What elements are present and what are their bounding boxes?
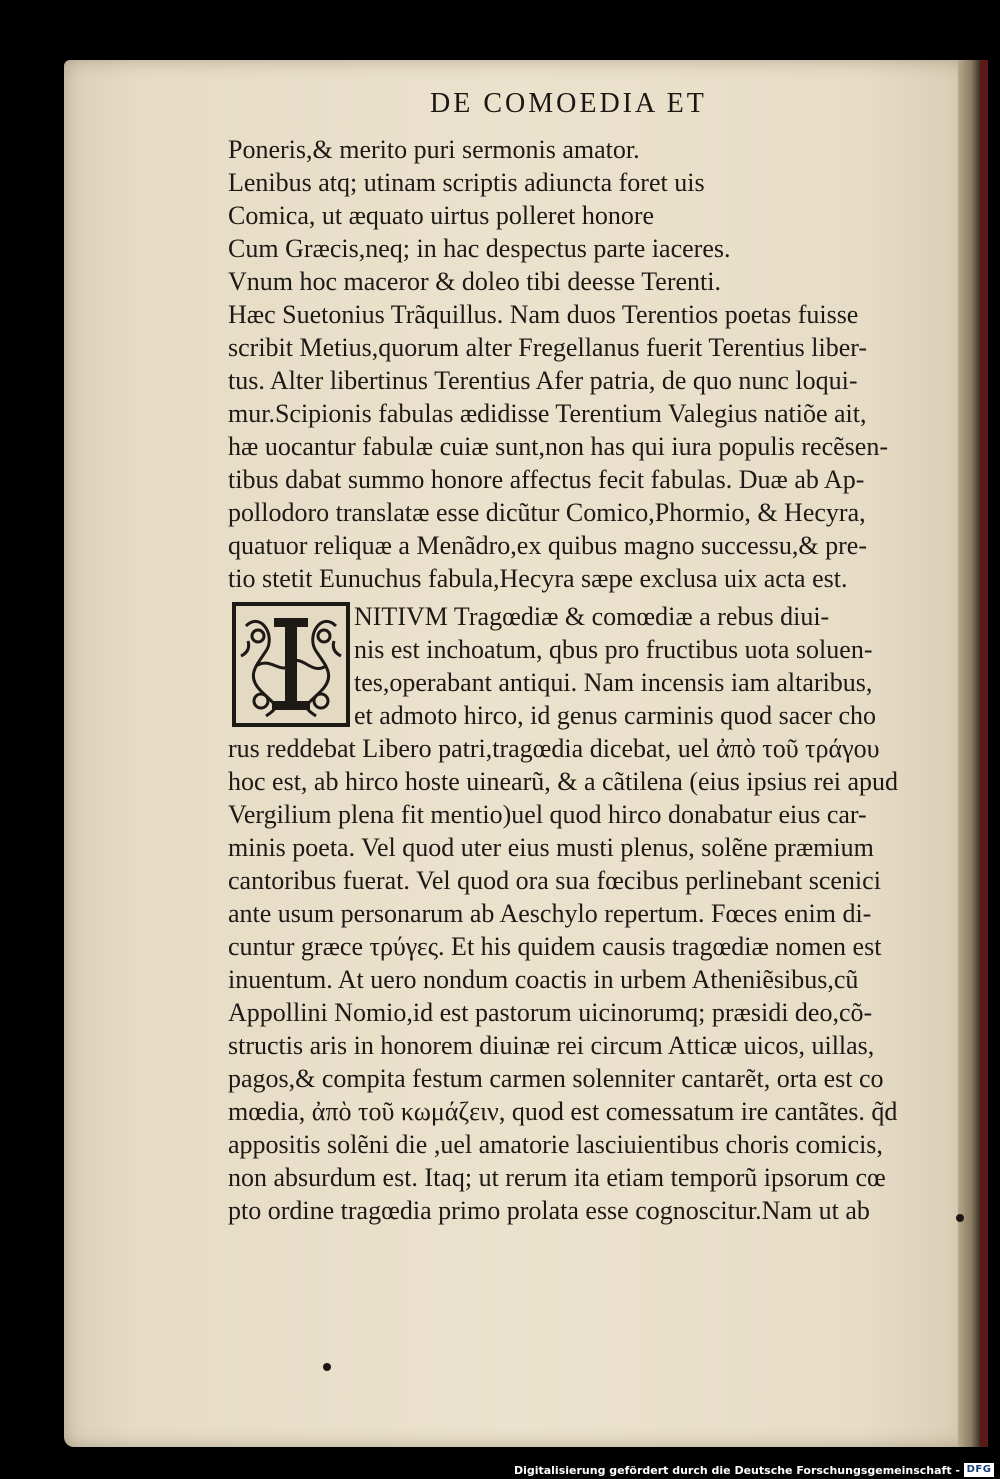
ink-speck — [323, 1363, 331, 1371]
text-line: tus. Alter libertinus Terentius Afer patria, de quo nunc loqui- — [228, 366, 858, 395]
text-line: Vergilium plena fit mentio)uel quod hirco donabatur eius car- — [228, 800, 867, 829]
text-line: nis est inchoatum, qbus pro fructibus uota soluen- — [354, 635, 873, 664]
binding-strip — [980, 60, 988, 1447]
text-line: rus reddebat Libero patri,tragœdia dicebat, uel ἀπὸ τοῦ τράγου — [228, 734, 880, 763]
text-line: Lenibus atq; utinam scriptis adiuncta foret uis — [228, 168, 705, 197]
text-line: appositis solẽni die ,uel amatorie lasciuientibus choris comicis, — [228, 1130, 883, 1159]
text-line: NITIVM Tragœdiæ & comœdiæ a rebus diui- — [354, 602, 830, 631]
text-line: pagos,& compita festum carmen solenniter cantarẽt, orta est co — [228, 1064, 884, 1093]
text-line: structis aris in honorem diuinæ rei circum Atticæ uicos, uillas, — [228, 1031, 875, 1060]
dfg-logo: DFG — [964, 1463, 994, 1477]
text-line: Cum Græcis,neq; in hac despectus parte iaceres. — [228, 234, 731, 263]
text-line: tio stetit Eunuchus fabula,Hecyra sæpe exclusa uix acta est. — [228, 564, 848, 593]
text-line: tes,operabant antiqui. Nam incensis iam altaribus, — [354, 668, 873, 697]
digitization-credit: Digitalisierung gefördert durch die Deutsche Forschungsgemeinschaft - — [513, 1464, 960, 1477]
text-line: et admoto hirco, id genus carminis quod sacer cho — [354, 701, 877, 730]
text-line: hoc est, ab hirco hoste uinearũ, & a cãtilena (eius ipsius rei apud — [228, 767, 899, 796]
text-line: cantoribus fuerat. Vel quod ora sua fœcibus perlinebant scenici — [228, 866, 881, 895]
text-line: pto ordine tragœdia primo prolata esse cognoscitur.Nam ut ab — [228, 1196, 870, 1225]
text-line: inuentum. At uero nondum coactis in urbem Atheniẽsibus,cũ — [228, 965, 859, 994]
text-line: Appollini Nomio,id est pastorum uicinorumq; præsidi deo,cõ- — [228, 998, 873, 1027]
text-line: Comica, ut æquato uirtus polleret honore — [228, 201, 655, 230]
text-line: pollodoro translatæ esse dicũtur Comico,Phormio, & Hecyra, — [228, 498, 866, 527]
page-gutter-shadow — [958, 60, 980, 1447]
text-line: ante usum personarum ab Aeschylo repertum. Fœces enim di- — [228, 899, 872, 928]
text-line: quatuor reliquæ a Menãdro,ex quibus magno successu,& pre- — [228, 531, 868, 560]
ink-speck — [956, 1214, 964, 1222]
text-line: non absurdum est. Itaq; ut rerum ita etiam temporũ ipsorum cœ — [228, 1163, 886, 1192]
text-line: Vnum hoc maceror & doleo tibi deesse Terenti. — [228, 267, 721, 296]
text-line: mur.Scipionis fabulas ædidisse Terentium Valegius natiõe ait, — [228, 399, 867, 428]
svg-text:I: I — [290, 681, 292, 682]
text-line: scribit Metius,quorum alter Fregellanus fuerit Terentius liber- — [228, 333, 868, 362]
text-line: hæ uocantur fabulæ cuiæ sunt,non has qui iura populis recẽsen- — [228, 432, 888, 461]
text-line: tibus dabat summo honore affectus fecit fabulas. Duæ ab Ap- — [228, 465, 865, 494]
text-block-top — [228, 133, 933, 595]
text-line: minis poeta. Vel quod uter eius musti plenus, solẽne præmium — [228, 833, 874, 862]
running-head: DE COMOEDIA ET — [430, 88, 707, 119]
text-block-bottom — [228, 600, 933, 1227]
text-line: Hæc Suetonius Trãquillus. Nam duos Terentios poetas fuisse — [228, 300, 859, 329]
text-line: Poneris,& merito puri sermonis amator. — [228, 135, 640, 164]
text-line: cuntur græce τρύγες. Et his quidem causis tragœdiæ nomen est — [228, 932, 882, 961]
text-line: mœdia, ἀπὸ τοῦ κωμάζειν, quod est comessatum ire cantãtes. q̃d — [228, 1097, 898, 1126]
